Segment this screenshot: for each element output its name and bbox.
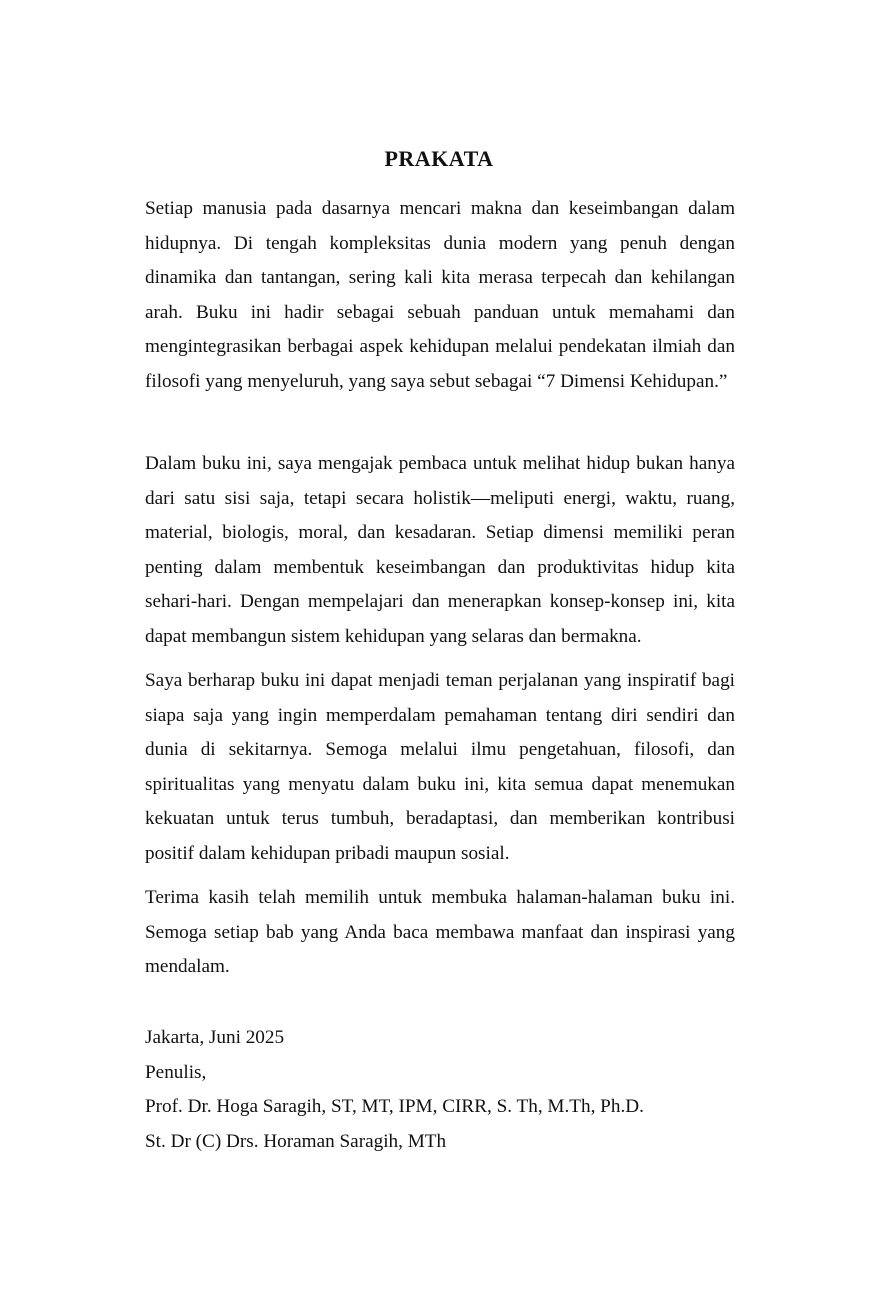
- place-date: Jakarta, Juni 2025: [145, 1027, 285, 1048]
- paragraph-dimensions: Dalam buku ini, saya mengajak pembaca untuk melihat hidup bukan hanya dari satu sisi saja, tetapi secara holistik—meliputi energi, waktu, ruang, material, biologis, moral, dan kesadaran. Setiap dimensi memiliki peran penting dalam membentuk keseimbangan dan produktivitas hidup kita sehari-hari. Dengan mempelajari dan menerapkan konsep-konsep ini, kita dapat membangun sistem kehidupan yang selaras dan bermakna.: [145, 453, 735, 647]
- signature-block: [145, 1021, 765, 1159]
- author-name-secondary: St. Dr (C) Drs. Horaman Saragih, MTh: [145, 1130, 447, 1152]
- paragraph-thanks: Terima kasih telah memilih untuk membuka halaman-halaman buku ini. Semoga setiap bab yang Anda baca membawa manfaat dan inspirasi yang mendalam.: [145, 887, 735, 978]
- author-role: Penulis,: [145, 1061, 207, 1083]
- author-name-primary: Prof. Dr. Hoga Saragih, ST, MT, IPM, CIRR, S. Th, M.Th, Ph.D.: [145, 1096, 644, 1118]
- page-title: PRAKATA: [384, 146, 494, 171]
- paragraph-intro: Setiap manusia pada dasarnya mencari makna dan keseimbangan dalam hidupnya. Di tengah kompleksitas dunia modern yang penuh dengan dinamika dan tantangan, sering kali kita merasa terpecah dan kehilangan arah. Buku ini hadir sebagai sebuah panduan untuk memahami dan mengintegrasikan berbagai aspek kehidupan melalui pendekatan ilmiah dan filosofi yang menyeluruh, yang saya sebut sebagai “7 Dimensi Kehidupan.”: [145, 198, 735, 392]
- paragraph-hope: Saya berharap buku ini dapat menjadi teman perjalanan yang inspiratif bagi siapa saja yang ingin memperdalam pemahaman tentang diri sendiri dan dunia di sekitarnya. Semoga melalui ilmu pengetahuan, filosofi, dan spiritualitas yang menyatu dalam buku ini, kita semua dapat menemukan kekuatan untuk terus tumbuh, beradaptasi, dan memberikan kontribusi positif dalam kehidupan pribadi maupun sosial.: [145, 670, 735, 864]
